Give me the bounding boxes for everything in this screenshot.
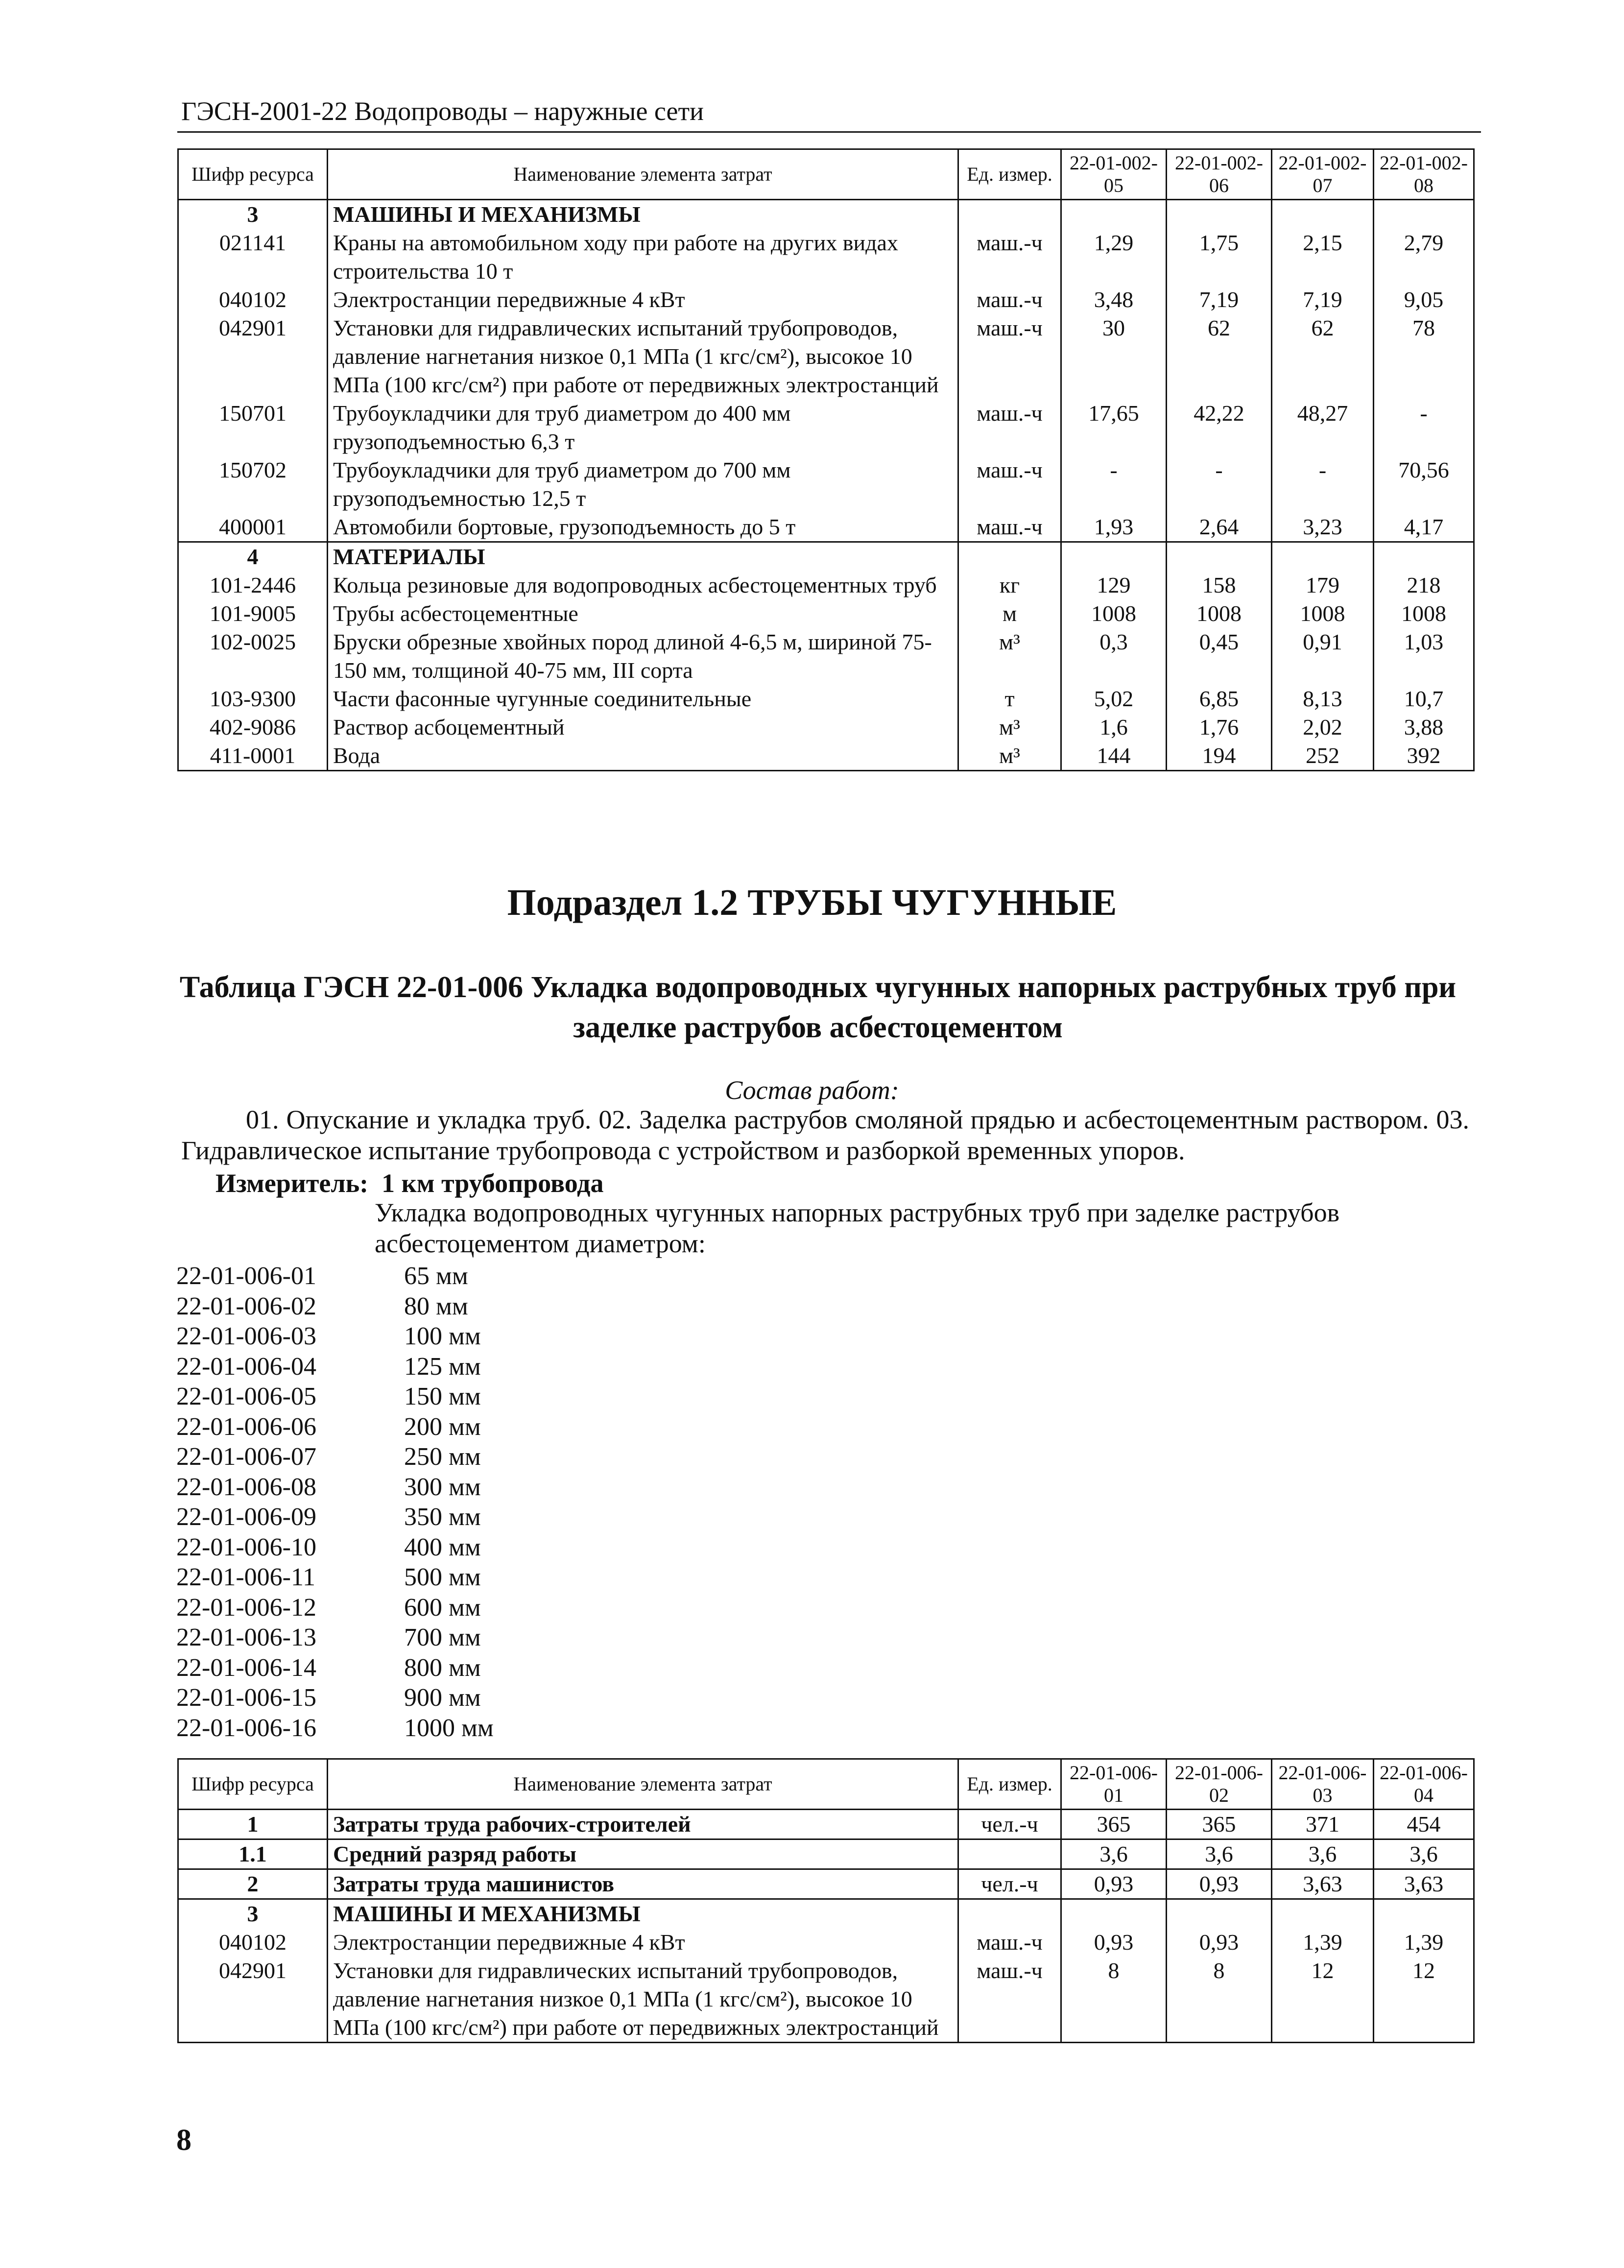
resource-code-cell: 101-2446	[178, 571, 328, 599]
resource-code-cell: 102-0025	[178, 628, 328, 685]
value-cell: 4,17	[1374, 513, 1474, 542]
value-cell: 1,6	[1061, 713, 1167, 741]
unit-cell: маш.-ч	[958, 1928, 1061, 1957]
value-cell: 1008	[1374, 599, 1474, 628]
unit-cell	[958, 200, 1061, 229]
unit-cell: кг	[958, 571, 1061, 599]
value-cell: 12	[1272, 1957, 1374, 2043]
pipe-diameter: 125 мм	[404, 1352, 481, 1381]
header-name: Наименование элемента затрат	[328, 1759, 958, 1810]
code-list-item	[176, 1442, 494, 1472]
table-row	[178, 1839, 1474, 1869]
unit-cell: маш.-ч	[958, 399, 1061, 456]
resource-name-cell: Трубы асбестоцементные	[328, 599, 958, 628]
resource-name-cell: Части фасонные чугунные соединительные	[328, 685, 958, 713]
resource-code-cell: 4	[178, 542, 328, 572]
pipe-diameter: 100 мм	[404, 1322, 481, 1350]
code-list-item	[176, 1532, 494, 1563]
norm-code: 22-01-006-09	[176, 1503, 316, 1531]
unit-cell: т	[958, 685, 1061, 713]
value-cell: 8	[1061, 1957, 1167, 2043]
table-row	[178, 599, 1474, 628]
value-cell: 62	[1167, 314, 1272, 399]
value-cell	[1167, 1899, 1272, 1929]
norm-code: 22-01-006-11	[176, 1563, 316, 1591]
norm-code: 22-01-006-03	[176, 1322, 316, 1350]
resource-name-cell: Краны на автомобильном ходу при работе на других видах строительства 10 т	[328, 229, 958, 286]
table-row	[178, 741, 1474, 771]
header-name: Наименование элемента затрат	[328, 149, 958, 200]
header-col: 22-01-002-06	[1167, 149, 1272, 200]
value-cell: 8	[1167, 1957, 1272, 2043]
unit-cell: м³	[958, 628, 1061, 685]
section-row	[178, 1899, 1474, 1929]
unit-cell: маш.-ч	[958, 456, 1061, 513]
unit-cell: маш.-ч	[958, 286, 1061, 314]
value-cell: 42,22	[1167, 399, 1272, 456]
code-list-item	[176, 1653, 494, 1683]
value-cell: 3,48	[1061, 286, 1167, 314]
header-code: Шифр ресурса	[178, 149, 328, 200]
resource-name-cell: Электростанции передвижные 4 кВт	[328, 1928, 958, 1957]
resource-name-cell: Установки для гидравлических испытаний трубопроводов, давление нагнетания низкое 0,1 МПа (1 кгс/см²), высокое 10 МПа (100 кгс/см²) при работе от передвижных электростанций	[328, 1957, 958, 2043]
resource-code-cell: 101-9005	[178, 599, 328, 628]
resource-name-cell: МАТЕРИАЛЫ	[328, 542, 958, 572]
resource-code-cell: 402-9086	[178, 713, 328, 741]
value-cell: 1,76	[1167, 713, 1272, 741]
norm-code: 22-01-006-14	[176, 1653, 316, 1682]
resource-table-2	[177, 1758, 1475, 2043]
header-col: 22-01-006-03	[1272, 1759, 1374, 1810]
page-number: 8	[176, 2124, 191, 2157]
norm-code: 22-01-006-10	[176, 1533, 316, 1561]
code-list-item	[176, 1502, 494, 1532]
resource-name-cell: МАШИНЫ И МЕХАНИЗМЫ	[328, 1899, 958, 1929]
pipe-diameter: 200 мм	[404, 1412, 481, 1441]
unit-cell: м³	[958, 713, 1061, 741]
unit-cell	[958, 1839, 1061, 1869]
value-cell: 3,88	[1374, 713, 1474, 741]
value-cell: 8,13	[1272, 685, 1374, 713]
value-cell: 1,03	[1374, 628, 1474, 685]
value-cell: 78	[1374, 314, 1474, 399]
header-col: 22-01-006-02	[1167, 1759, 1272, 1810]
resource-name-cell: Средний разряд работы	[328, 1839, 958, 1869]
value-cell: 30	[1061, 314, 1167, 399]
meter-value: 1 км трубопровода	[382, 1169, 604, 1198]
value-cell: 3,23	[1272, 513, 1374, 542]
code-list-item	[176, 1412, 494, 1442]
pipe-diameter: 150 мм	[404, 1383, 481, 1410]
table-header-row	[178, 149, 1474, 200]
value-cell: 392	[1374, 741, 1474, 771]
value-cell: 129	[1061, 571, 1167, 599]
running-header: ГЭСН-2001-22 Водопроводы – наружные сети	[181, 96, 704, 126]
value-cell	[1374, 542, 1474, 572]
value-cell: 9,05	[1374, 286, 1474, 314]
value-cell: 3,63	[1374, 1869, 1474, 1899]
value-cell: -	[1374, 399, 1474, 456]
resource-table-1	[177, 148, 1475, 771]
resource-name-cell: Кольца резиновые для водопроводных асбестоцементных труб	[328, 571, 958, 599]
value-cell	[1167, 200, 1272, 229]
resource-name-cell: Трубоукладчики для труб диаметром до 400 мм грузоподъемностью 6,3 т	[328, 399, 958, 456]
value-cell: 1008	[1272, 599, 1374, 628]
resource-name-cell: Затраты труда рабочих-строителей	[328, 1810, 958, 1839]
header-code: Шифр ресурса	[178, 1759, 328, 1810]
value-cell: 1008	[1167, 599, 1272, 628]
resource-name-cell: Бруски обрезные хвойных пород длиной 4-6,5 м, шириной 75-150 мм, толщиной 40-75 мм, III сорта	[328, 628, 958, 685]
resource-name-cell: Раствор асбоцементный	[328, 713, 958, 741]
meter-label: Измеритель:	[215, 1169, 369, 1198]
norm-code: 22-01-006-04	[176, 1352, 316, 1381]
value-cell: 365	[1167, 1810, 1272, 1839]
code-list-item	[176, 1562, 494, 1593]
value-cell	[1374, 200, 1474, 229]
table-row	[178, 1928, 1474, 1957]
resource-code-cell: 1	[178, 1810, 328, 1839]
code-list-item	[176, 1593, 494, 1623]
resource-name-cell: Трубоукладчики для труб диаметром до 700 мм грузоподъемностью 12,5 т	[328, 456, 958, 513]
resource-name-cell: Затраты труда машинистов	[328, 1869, 958, 1899]
unit-cell: чел.-ч	[958, 1869, 1061, 1899]
code-list-item	[176, 1261, 494, 1291]
pipe-diameter: 80 мм	[404, 1292, 468, 1320]
resource-code-cell: 150702	[178, 456, 328, 513]
code-list-item	[176, 1291, 494, 1322]
table-row	[178, 1957, 1474, 2043]
pipe-diameter: 900 мм	[404, 1684, 481, 1712]
norm-code: 22-01-006-06	[176, 1412, 316, 1441]
table-row	[178, 314, 1474, 399]
resource-code-cell: 3	[178, 1899, 328, 1929]
pipe-diameter: 400 мм	[404, 1533, 481, 1561]
resource-code-cell: 042901	[178, 1957, 328, 2043]
resource-code-cell: 042901	[178, 314, 328, 399]
value-cell: 17,65	[1061, 399, 1167, 456]
unit-cell: маш.-ч	[958, 513, 1061, 542]
code-list-item	[176, 1472, 494, 1503]
header-col: 22-01-002-07	[1272, 149, 1374, 200]
value-cell: 218	[1374, 571, 1474, 599]
resource-code-cell: 411-0001	[178, 741, 328, 771]
value-cell: 179	[1272, 571, 1374, 599]
header-col: 22-01-006-04	[1374, 1759, 1474, 1810]
pipe-diameter: 1000 мм	[404, 1714, 494, 1742]
code-list-item	[176, 1352, 494, 1382]
unit-cell: чел.-ч	[958, 1810, 1061, 1839]
value-cell: 6,85	[1167, 685, 1272, 713]
resource-name-cell: Вода	[328, 741, 958, 771]
value-cell: 0,93	[1061, 1928, 1167, 1957]
value-cell: 3,6	[1061, 1839, 1167, 1869]
value-cell: 365	[1061, 1810, 1167, 1839]
pipe-diameter: 500 мм	[404, 1563, 481, 1591]
resource-code-cell: 021141	[178, 229, 328, 286]
codes-list	[176, 1261, 494, 1743]
pipe-diameter: 800 мм	[404, 1653, 481, 1682]
value-cell: -	[1061, 456, 1167, 513]
value-cell: 3,6	[1272, 1839, 1374, 1869]
value-cell: 62	[1272, 314, 1374, 399]
resource-name-cell: Установки для гидравлических испытаний трубопроводов, давление нагнетания низкое 0,1 МПа (1 кгс/см²), высокое 10 МПа (100 кгс/см²) при работе от передвижных электростанций	[328, 314, 958, 399]
table-row	[178, 628, 1474, 685]
norm-code: 22-01-006-16	[176, 1714, 316, 1742]
value-cell: 158	[1167, 571, 1272, 599]
value-cell	[1272, 542, 1374, 572]
value-cell	[1061, 200, 1167, 229]
value-cell: 0,93	[1167, 1869, 1272, 1899]
value-cell: 12	[1374, 1957, 1474, 2043]
resource-code-cell: 1.1	[178, 1839, 328, 1869]
value-cell: 371	[1272, 1810, 1374, 1839]
value-cell: 1,39	[1272, 1928, 1374, 1957]
value-cell: 5,02	[1061, 685, 1167, 713]
value-cell: 0,45	[1167, 628, 1272, 685]
code-list-item	[176, 1623, 494, 1653]
norm-code: 22-01-006-08	[176, 1473, 316, 1501]
value-cell: 0,93	[1167, 1928, 1272, 1957]
value-cell: 3,6	[1167, 1839, 1272, 1869]
unit-cell	[958, 542, 1061, 572]
section-row	[178, 542, 1474, 572]
unit-cell: м	[958, 599, 1061, 628]
unit-cell: м³	[958, 741, 1061, 771]
description: Укладка водопроводных чугунных напорных раструбных труб при заделке раструбов асбестоцементом диаметром:	[375, 1198, 1340, 1258]
value-cell: 454	[1374, 1810, 1474, 1839]
value-cell: 70,56	[1374, 456, 1474, 513]
subsection-title: Подраздел 1.2 ТРУБЫ ЧУГУННЫЕ	[507, 882, 1117, 923]
value-cell: 0,93	[1061, 1869, 1167, 1899]
table-row	[178, 1869, 1474, 1899]
value-cell: 48,27	[1272, 399, 1374, 456]
value-cell	[1272, 200, 1374, 229]
resource-code-cell: 103-9300	[178, 685, 328, 713]
norm-code: 22-01-006-12	[176, 1593, 316, 1622]
works-heading: Состав работ:	[725, 1075, 899, 1105]
pipe-diameter: 350 мм	[404, 1503, 481, 1531]
value-cell: 2,64	[1167, 513, 1272, 542]
header-rule	[177, 131, 1481, 133]
resource-code-cell: 3	[178, 200, 328, 229]
resource-code-cell: 150701	[178, 399, 328, 456]
value-cell: -	[1272, 456, 1374, 513]
unit-cell: маш.-ч	[958, 1957, 1061, 2043]
table-row	[178, 713, 1474, 741]
table-body	[178, 1810, 1474, 2043]
resource-name-cell: Электростанции передвижные 4 кВт	[328, 286, 958, 314]
table-title: Таблица ГЭСН 22-01-006 Укладка водопроводных чугунных напорных раструбных труб при заделке раструбов асбестоцементом	[179, 971, 1457, 1044]
resource-name-cell: Автомобили бортовые, грузоподъемность до 5 т	[328, 513, 958, 542]
value-cell: 7,19	[1167, 286, 1272, 314]
value-cell	[1167, 542, 1272, 572]
section-row	[178, 1810, 1474, 1839]
value-cell: 1,75	[1167, 229, 1272, 286]
header-col: 22-01-006-01	[1061, 1759, 1167, 1810]
table-row	[178, 399, 1474, 456]
norm-code: 22-01-006-02	[176, 1292, 316, 1320]
section-row	[178, 200, 1474, 229]
pipe-diameter: 250 мм	[404, 1443, 481, 1471]
value-cell: 194	[1167, 741, 1272, 771]
norm-code: 22-01-006-07	[176, 1443, 316, 1471]
value-cell	[1061, 542, 1167, 572]
table-row	[178, 571, 1474, 599]
pipe-diameter: 700 мм	[404, 1623, 481, 1651]
norm-code: 22-01-006-01	[176, 1262, 316, 1290]
value-cell: 144	[1061, 741, 1167, 771]
header-col: 22-01-002-05	[1061, 149, 1167, 200]
value-cell: 2,02	[1272, 713, 1374, 741]
unit-cell: маш.-ч	[958, 229, 1061, 286]
value-cell: 1,93	[1061, 513, 1167, 542]
resource-code-cell: 400001	[178, 513, 328, 542]
value-cell: 252	[1272, 741, 1374, 771]
value-cell	[1272, 1899, 1374, 1929]
norm-code: 22-01-006-05	[176, 1383, 316, 1410]
norm-code: 22-01-006-13	[176, 1623, 316, 1651]
code-list-item	[176, 1321, 494, 1352]
resource-name-cell: МАШИНЫ И МЕХАНИЗМЫ	[328, 200, 958, 229]
table-row	[178, 513, 1474, 542]
header-col: 22-01-002-08	[1374, 149, 1474, 200]
value-cell: 2,15	[1272, 229, 1374, 286]
value-cell: 3,6	[1374, 1839, 1474, 1869]
norm-code: 22-01-006-15	[176, 1684, 316, 1712]
table-row	[178, 229, 1474, 286]
works-text: 01. Опускание и укладка труб. 02. Заделка раструбов смоляной прядью и асбестоцементным раствором. 03. Гидравлическое испытание трубопровода с устройством и разборкой временных упоров.	[181, 1105, 1469, 1165]
value-cell: 1,29	[1061, 229, 1167, 286]
code-list-item	[176, 1713, 494, 1743]
code-list-item	[176, 1683, 494, 1713]
header-unit: Ед. измер.	[958, 149, 1061, 200]
pipe-diameter: 300 мм	[404, 1473, 481, 1501]
value-cell: 10,7	[1374, 685, 1474, 713]
table-row	[178, 286, 1474, 314]
value-cell: 1,39	[1374, 1928, 1474, 1957]
table-body	[178, 200, 1474, 771]
resource-code-cell: 040102	[178, 1928, 328, 1957]
value-cell: 2,79	[1374, 229, 1474, 286]
resource-code-cell: 040102	[178, 286, 328, 314]
header-unit: Ед. измер.	[958, 1759, 1061, 1810]
resource-code-cell: 2	[178, 1869, 328, 1899]
table-header-row	[178, 1759, 1474, 1810]
code-list-item	[176, 1382, 494, 1412]
pipe-diameter: 600 мм	[404, 1593, 481, 1622]
value-cell: 7,19	[1272, 286, 1374, 314]
pipe-diameter: 65 мм	[404, 1262, 468, 1290]
value-cell: 3,63	[1272, 1869, 1374, 1899]
unit-cell: маш.-ч	[958, 314, 1061, 399]
value-cell: 0,91	[1272, 628, 1374, 685]
value-cell: 1008	[1061, 599, 1167, 628]
table-row	[178, 685, 1474, 713]
meter-line	[215, 1168, 604, 1198]
value-cell: -	[1167, 456, 1272, 513]
value-cell	[1061, 1899, 1167, 1929]
value-cell: 0,3	[1061, 628, 1167, 685]
unit-cell	[958, 1899, 1061, 1929]
table-row	[178, 456, 1474, 513]
value-cell	[1374, 1899, 1474, 1929]
